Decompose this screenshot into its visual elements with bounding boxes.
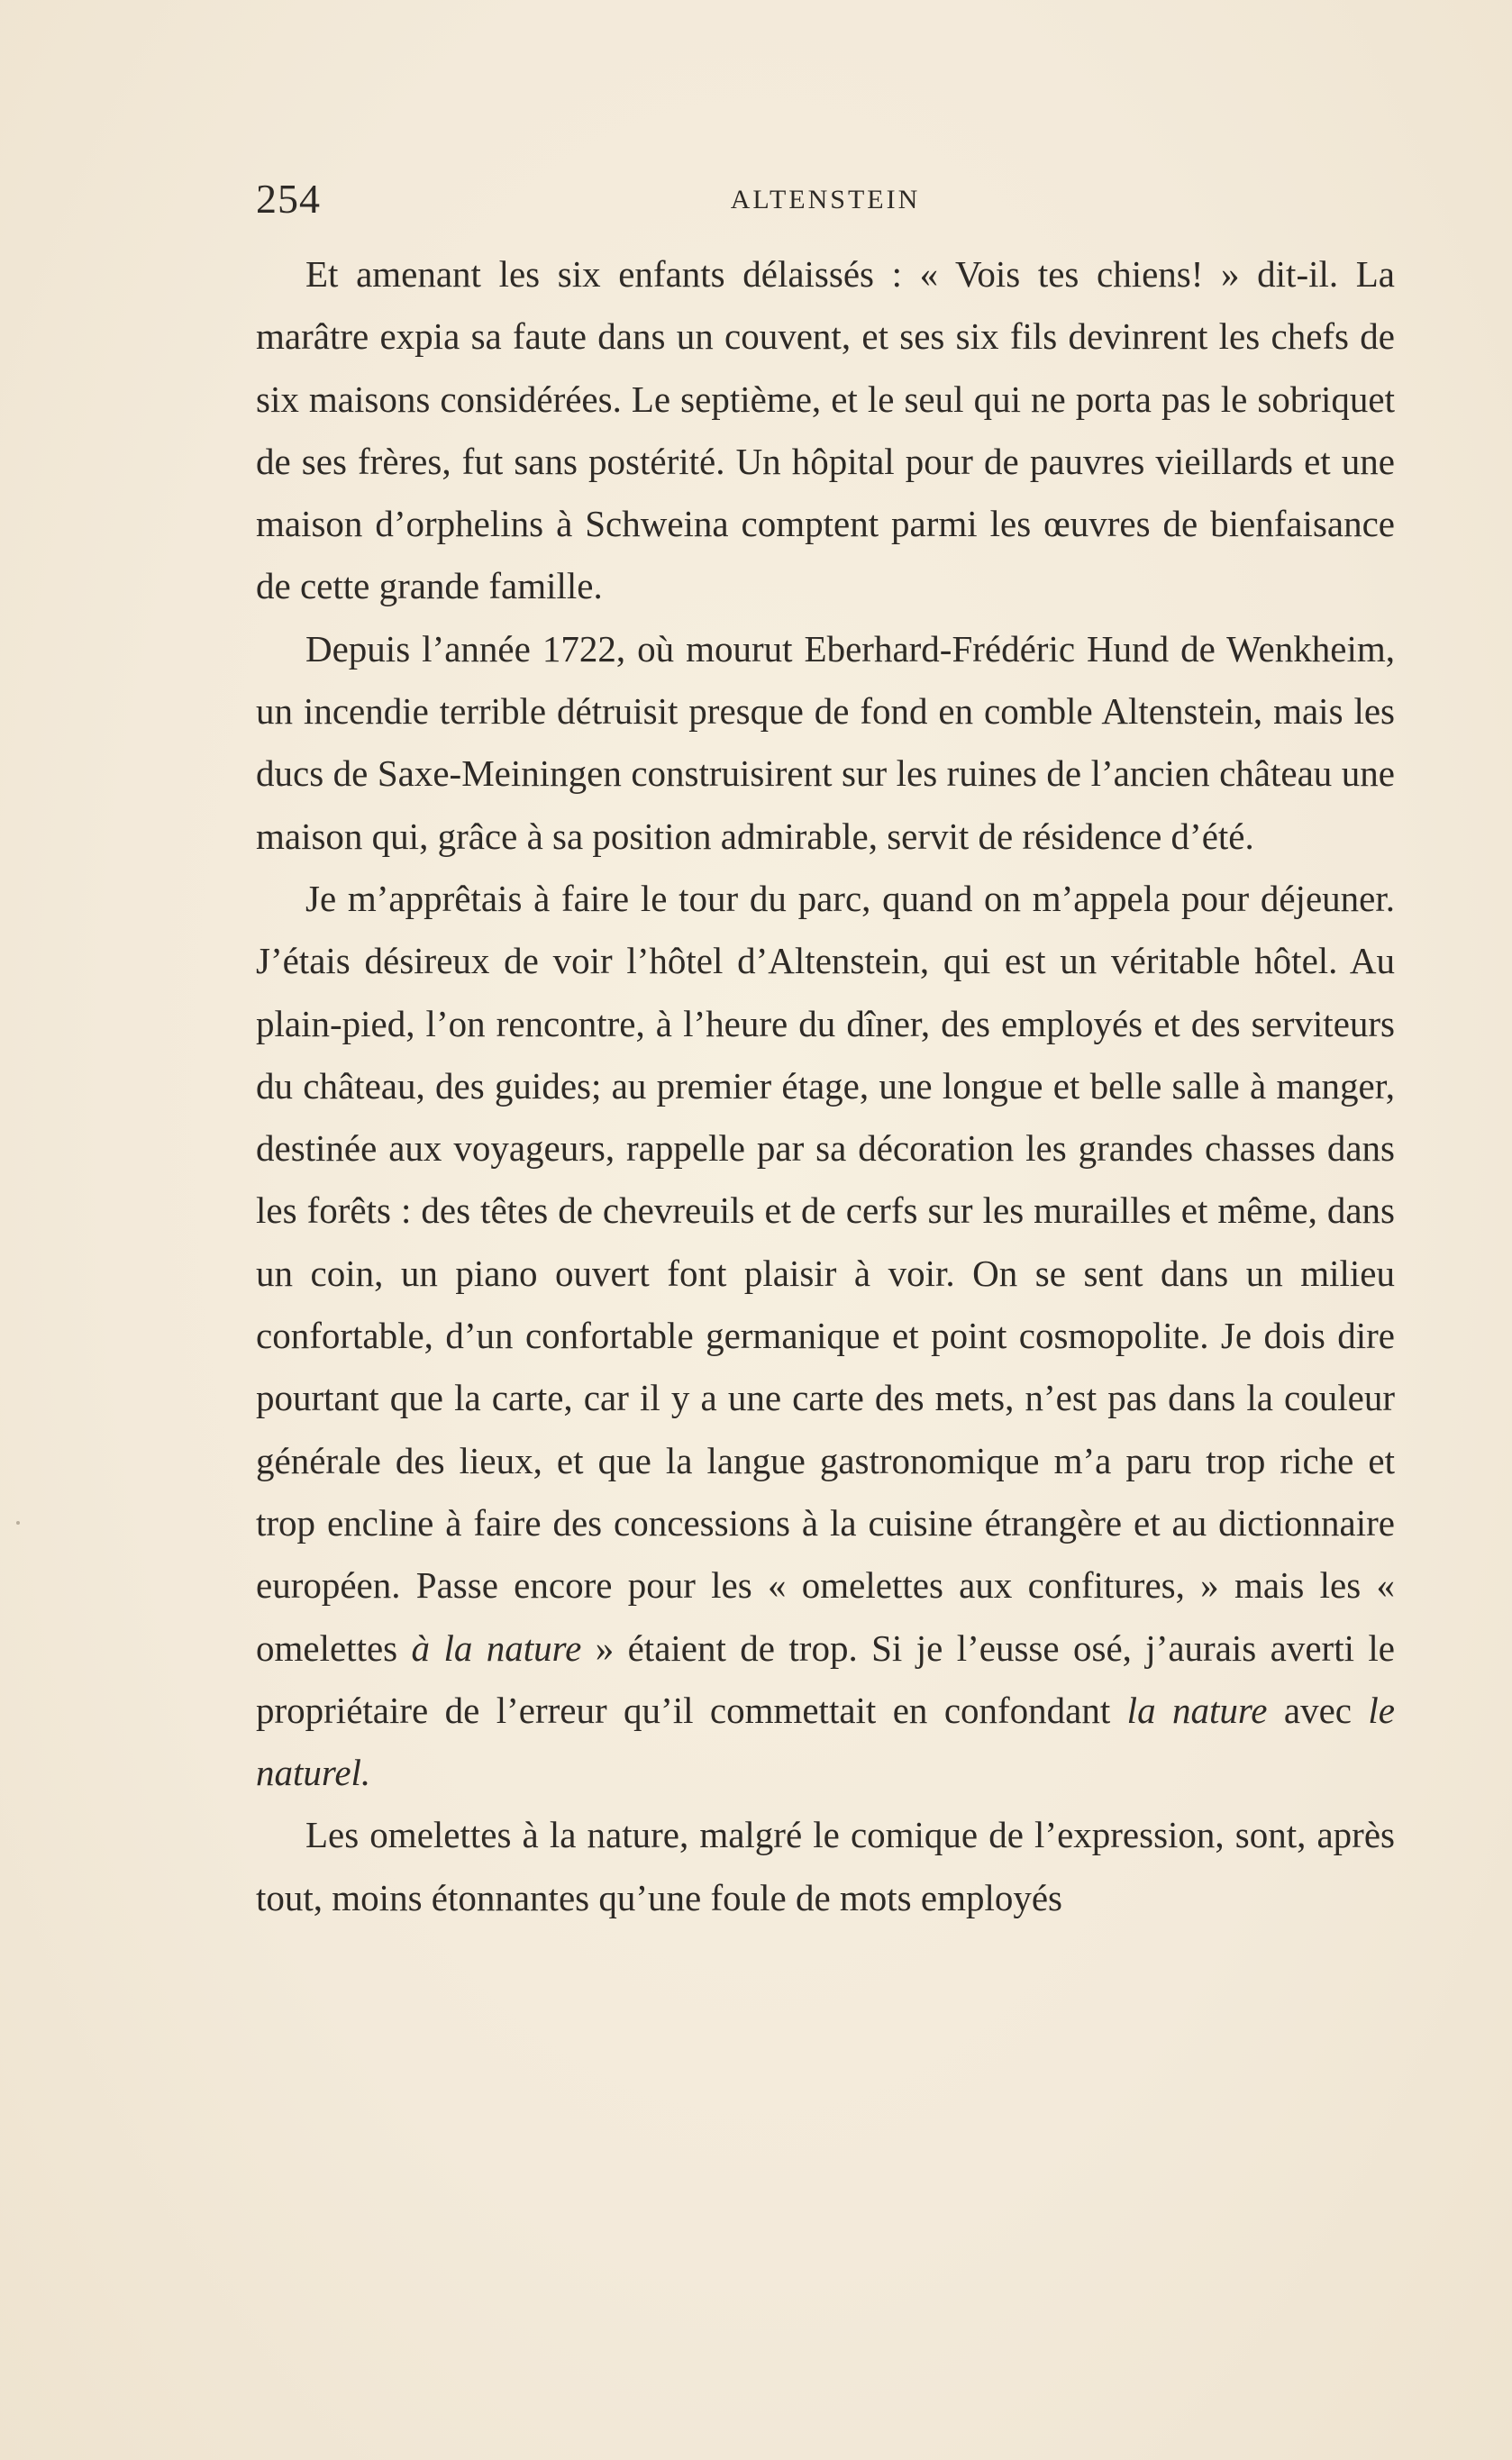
paragraph-text: Les omelettes à la nature, malgré le comique de l’expression, sont, après tout, moins étonnantes qu’une foule de mots employés (256, 1814, 1395, 1918)
running-head (256, 168, 1395, 231)
paragraph-text: Depuis l’année 1722, où mourut Eberhard-Frédéric Hund de Wenkheim, un incendie terrible détruisit presque de fond en comble Altenstein, mais les ducs de Saxe-Meiningen construisirent sur les ruines de l’ancien château une maison qui, grâce à sa position admirable, servit de résidence d’été. (256, 627, 1395, 857)
running-title: ALTENSTEIN (730, 185, 921, 214)
italic-phrase: la nature (1126, 1689, 1268, 1731)
paragraph-4 (256, 1804, 1395, 1929)
body-text (256, 243, 1395, 1929)
italic-phrase: le naturel. (256, 1689, 1395, 1794)
paragraph-text: Je m’apprêtais à faire le tour du parc, quand on m’appela pour déjeuner. J’étais désireux de voir l’hôtel d’Altenstein, qui est un véritable hôtel. Au plain-pied, l’on rencontre, à l’heure du dîner, des employés et des serviteurs du château, des guides; au premier étage, une longue et belle salle à manger, destinée aux voyageurs, rappelle par sa décoration les grandes chasses dans les forêts : des têtes de chevreuils et de cerfs sur les murailles et même, dans un coin, un piano ouvert font plaisir à voir. On se sent dans un milieu confortable, d’un confortable germanique et point cosmopolite. Je dois dire pourtant que la carte, car il y a une carte des mets, n’est pas dans la couleur générale des lieux, et que la langue gastronomique m’a paru trop riche et trop encline à faire des concessions à la cuisine étrangère et au dictionnaire européen. Passe encore pour les « omelettes aux confitures, » mais les « omelettes (256, 877, 1395, 1669)
paragraph-text: avec (1267, 1689, 1369, 1731)
page-number: 254 (256, 176, 321, 222)
paragraph-3 (256, 868, 1395, 1804)
paper-speck (16, 1521, 20, 1525)
paragraph-2 (256, 618, 1395, 868)
paragraph-text: Et amenant les six enfants délaissés : « Vois tes chiens! » dit-il. La marâtre expia sa faute dans un couvent, et ses six fils devinrent les chefs de six maisons considérées. Le septième, et le seul qui ne porta pas le sobriquet de ses frères, fut sans postérité. Un hôpital pour de pauvres vieillards et une maison d’orphelins à Schweina comptent parmi les œuvres de bienfaisance de cette grande famille. (256, 253, 1395, 607)
paragraph-1 (256, 243, 1395, 618)
paragraph-text: » étaient de trop. Si je l’eusse osé, j’aurais averti le propriétaire de l’erreur qu’il commettait en confondant (256, 1626, 1395, 1731)
italic-phrase: à la nature (411, 1626, 582, 1669)
